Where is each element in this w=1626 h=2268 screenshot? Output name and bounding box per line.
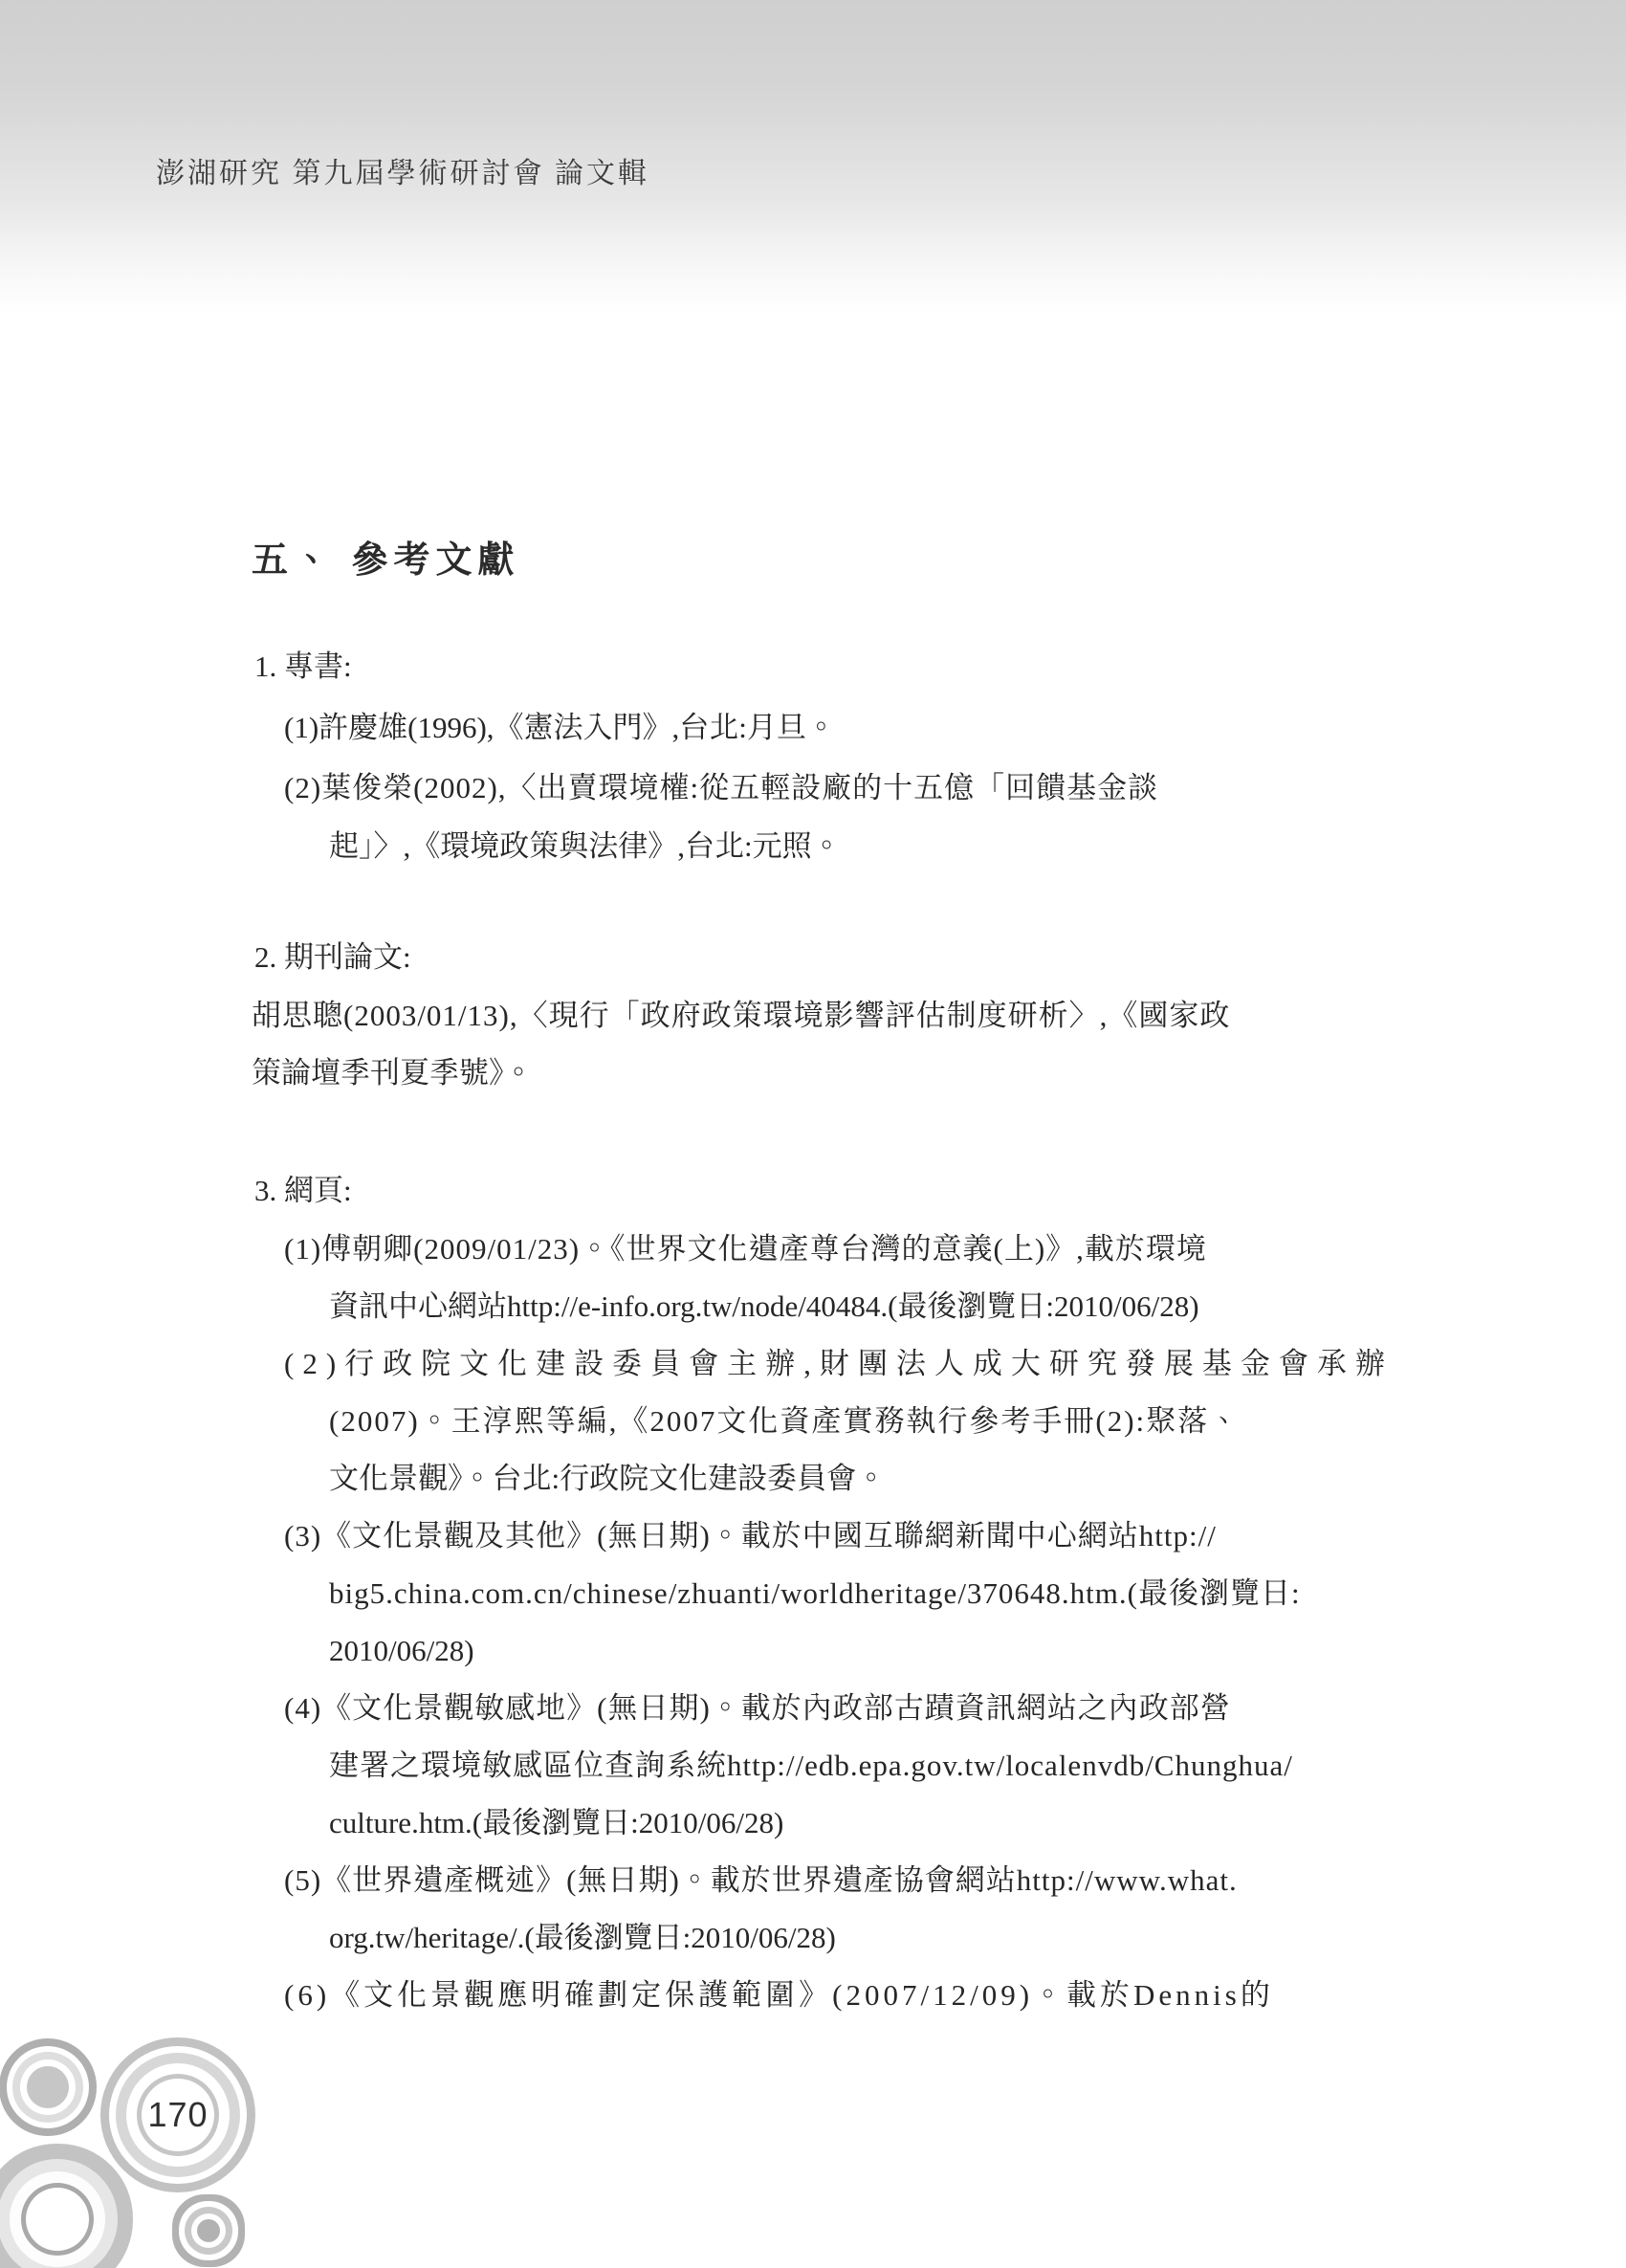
reference-line: 建署之環境敏感區位查詢系統http://edb.epa.gov.tw/localenvdb/Chunghua/ (329, 1749, 1293, 1782)
reference-line: culture.htm.(最後瀏覽日:2010/06/28) (329, 1806, 784, 1839)
reference-line: (5)《世界遺產概述》(無日期)。載於世界遺產協會網站http://www.what. (284, 1863, 1238, 1897)
reference-line: (2)葉俊榮(2002),〈出賣環境權:從五輕設廠的十五億「回饋基金談 (284, 771, 1159, 804)
section-3-label: 3. 網頁: (254, 1174, 352, 1207)
reference-line: 胡思聰(2003/01/13),〈現行「政府政策環境影響評估制度研析〉,《國家政 (252, 999, 1231, 1032)
section-2-label: 2. 期刊論文: (254, 940, 411, 974)
reference-line: (6)《文化景觀應明確劃定保護範圍》(2007/12/09)。載於Dennis的 (284, 1978, 1274, 2012)
reference-line: 文化景觀》。台北:行政院文化建設委員會。 (329, 1462, 887, 1495)
decorative-circle (197, 2219, 220, 2242)
reference-line: (4)《文化景觀敏感地》(無日期)。載於內政部古蹟資訊網站之內政部營 (284, 1691, 1231, 1725)
reference-line: (1)許慶雄(1996),《憲法入門》,台北:月旦。 (284, 711, 836, 744)
reference-line: 2010/06/28) (329, 1634, 474, 1667)
reference-line: 起」〉,《環境政策與法律》,台北:元照。 (329, 829, 842, 863)
section-1-label: 1. 專書: (254, 650, 352, 683)
reference-line: big5.china.com.cn/chinese/zhuanti/worldheritage/370648.htm.(最後瀏覽日: (329, 1576, 1301, 1610)
reference-line: (1)傅朝卿(2009/01/23)。《世界文化遺產尊台灣的意義(上)》,載於環境 (284, 1232, 1207, 1266)
reference-line: org.tw/heritage/.(最後瀏覽日:2010/06/28) (329, 1921, 836, 1954)
decorative-circle (26, 2188, 89, 2251)
decorative-circle (27, 2066, 69, 2108)
reference-line: 策論壇季刊夏季號》。 (252, 1056, 534, 1090)
section-title: 五、 參考文獻 (252, 540, 520, 581)
page-number: 170 (147, 2095, 209, 2134)
running-header: 澎湖研究 第九屆學術研討會 論文輯 (156, 158, 649, 189)
reference-line: 資訊中心網站http://e-info.org.tw/node/40484.(最後瀏覽日:2010/06/28) (329, 1289, 1199, 1323)
reference-line: (3)《文化景觀及其他》(無日期)。載於中國互聯網新聞中心網站http:// (284, 1519, 1217, 1552)
reference-line: (2007)。王淳熙等編,《2007文化資產實務執行參考手冊(2):聚落、 (329, 1404, 1241, 1438)
reference-line: (2)行政院文化建設委員會主辦,財團法人成大研究發展基金會承辦 (284, 1347, 1394, 1380)
